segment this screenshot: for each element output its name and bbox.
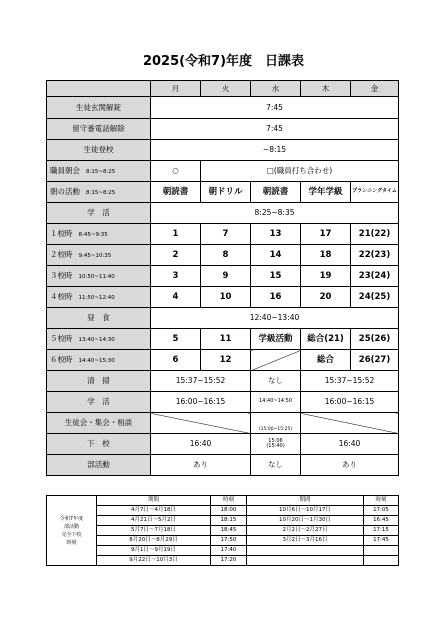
- row-time: 13:40~14:30: [78, 336, 115, 343]
- time-cell: 18:00: [211, 506, 247, 516]
- time-cell: ~8:15: [151, 140, 399, 161]
- wed-cell: (15:00~15:25): [251, 413, 301, 434]
- time-cell: 8:25~8:35: [151, 203, 399, 224]
- time-cell: 17:05: [364, 506, 399, 516]
- club-label: [47, 496, 97, 566]
- row-label-text: ４校時: [50, 291, 73, 301]
- table-row: [47, 455, 399, 476]
- time-cell: 17:50: [211, 536, 247, 546]
- row-label: 生徒登校: [47, 140, 151, 161]
- corner-cell: [47, 81, 151, 97]
- day-header: 金: [351, 81, 399, 97]
- period-cell: 10月6日～10月17日: [247, 506, 364, 516]
- period-row: [47, 224, 399, 245]
- time-cell: 7:45: [151, 97, 399, 119]
- row-label-text: ６校時: [50, 354, 73, 364]
- row-time: 8:15~8:25: [86, 189, 116, 196]
- lesson-cell: 1: [151, 224, 201, 245]
- period-row: [47, 287, 399, 308]
- time-cell: 17:15: [364, 526, 399, 536]
- period-cell: 8月20日～8月29日: [97, 536, 211, 546]
- club-label-line: 令和7年度: [59, 515, 84, 522]
- lesson-cell: 3: [151, 266, 201, 287]
- lesson-cell: 19: [301, 266, 351, 287]
- row-label-text: ２校時: [50, 249, 73, 259]
- wed-cell: 14:40~14:50: [251, 392, 301, 413]
- period-cell: 4月7日～4月18日: [97, 506, 211, 516]
- period-row: [47, 350, 399, 371]
- time-cell: [364, 556, 399, 566]
- lesson-cell: 20: [301, 287, 351, 308]
- row-label: 部活動: [47, 455, 151, 476]
- lesson-cell: 10: [201, 287, 251, 308]
- activity-cell: 朝読書: [251, 182, 301, 203]
- table-row: [47, 119, 399, 140]
- empty-diagonal-cell: [251, 350, 301, 371]
- lesson-cell: 22(23): [351, 245, 399, 266]
- lesson-cell: 総合: [301, 350, 351, 371]
- period-cell: 9月1日～9月19日: [97, 546, 211, 556]
- table-row: [47, 203, 399, 224]
- period-header: 期間: [97, 496, 211, 506]
- club-cell: あり: [301, 455, 399, 476]
- table-row: [47, 97, 399, 119]
- wed-cell: [251, 434, 301, 455]
- row-label-text: １校時: [50, 228, 73, 238]
- time-cell: 17:40: [211, 546, 247, 556]
- lesson-cell: 14: [251, 245, 301, 266]
- row-label: [47, 350, 151, 371]
- row-label: 留守番電話解除: [47, 119, 151, 140]
- row-label: 清 掃: [47, 371, 151, 392]
- time-cell: 18:45: [211, 526, 247, 536]
- time-header: 時刻: [211, 496, 247, 506]
- day-header: 水: [251, 81, 301, 97]
- club-row: [47, 506, 399, 516]
- time-cell: 16:45: [364, 516, 399, 526]
- lesson-cell: 9: [201, 266, 251, 287]
- lesson-cell: 総合(21): [301, 329, 351, 350]
- period-cell: 3月2日～3月16日: [247, 536, 364, 546]
- lesson-cell: 11: [201, 329, 251, 350]
- row-time: 10:50~11:40: [78, 273, 115, 280]
- empty-diagonal-cell: [151, 413, 251, 434]
- row-label: [47, 266, 151, 287]
- row-label: 昼 食: [47, 308, 151, 329]
- row-label-text: ５校時: [50, 333, 73, 343]
- row-label-text: 朝の活動: [50, 186, 80, 196]
- period-row: [47, 266, 399, 287]
- lesson-cell: 26(27): [351, 350, 399, 371]
- lesson-cell: 5: [151, 329, 201, 350]
- lesson-cell: 17: [301, 224, 351, 245]
- club-label-line: 部活動: [63, 523, 79, 530]
- lesson-cell: 学級活動: [251, 329, 301, 350]
- header-row: [47, 81, 399, 97]
- lesson-cell: 16: [251, 287, 301, 308]
- table-row: [47, 413, 399, 434]
- wed-cell: なし: [251, 455, 301, 476]
- table-row: [47, 371, 399, 392]
- row-label: 生徒玄関解錠: [47, 97, 151, 119]
- club-dismissal-table: [46, 495, 399, 566]
- table-row: [47, 434, 399, 455]
- planning-text: プランニングタイム: [352, 188, 397, 195]
- rest-cell: □(職員打ち合わせ): [201, 161, 399, 182]
- lesson-cell: 15: [251, 266, 301, 287]
- period-cell: 2月2日～2月27日: [247, 526, 364, 536]
- period-header: 期間: [247, 496, 364, 506]
- lesson-cell: 8: [201, 245, 251, 266]
- time-cell: 15:37~15:52: [301, 371, 399, 392]
- day-header: 火: [201, 81, 251, 97]
- time-cell: 15:37~15:52: [151, 371, 251, 392]
- row-label: 下 校: [47, 434, 151, 455]
- time-cell: 16:40: [301, 434, 399, 455]
- activity-cell: [351, 182, 399, 203]
- period-row: [47, 245, 399, 266]
- row-label: 学 活: [47, 203, 151, 224]
- row-label: 生徒会・集会・相談: [47, 413, 151, 434]
- row-label-text: ３校時: [50, 270, 73, 280]
- row-label: [47, 245, 151, 266]
- row-time: 9:45~10:35: [78, 252, 112, 259]
- table-row: [47, 182, 399, 203]
- table-row: [47, 308, 399, 329]
- time-cell: [364, 546, 399, 556]
- period-cell: [247, 546, 364, 556]
- day-header: 月: [151, 81, 201, 97]
- lesson-cell: 25(26): [351, 329, 399, 350]
- lesson-cell: 24(25): [351, 287, 399, 308]
- time-cell: 12:40~13:40: [151, 308, 399, 329]
- table-row: [47, 161, 399, 182]
- row-label: [47, 329, 151, 350]
- lesson-cell: 23(24): [351, 266, 399, 287]
- period-cell: 4月21日～5月2日: [97, 516, 211, 526]
- lesson-cell: 18: [301, 245, 351, 266]
- row-label-text: 職員朝会: [50, 165, 80, 175]
- club-label-line: 完全下校: [61, 531, 82, 538]
- club-cell: あり: [151, 455, 251, 476]
- time-cell: 16:00~16:15: [151, 392, 251, 413]
- club-row: [47, 556, 399, 566]
- club-row: [47, 536, 399, 546]
- row-time: 8:15~8:25: [86, 168, 116, 175]
- club-row: [47, 546, 399, 556]
- period-cell: [247, 556, 364, 566]
- time-cell: 16:00~16:15: [301, 392, 399, 413]
- lesson-cell: 7: [201, 224, 251, 245]
- row-label: [47, 182, 151, 203]
- time-header: 時刻: [364, 496, 399, 506]
- time-cell: 18:15: [211, 516, 247, 526]
- row-time: 14:40~15:30: [78, 357, 115, 364]
- day-header: 木: [301, 81, 351, 97]
- period-row: [47, 329, 399, 350]
- period-cell: 10月20日～1月30日: [247, 516, 364, 526]
- row-label: [47, 224, 151, 245]
- row-time: 11:50~12:40: [78, 294, 115, 301]
- period-cell: 9月22日～10月3日: [97, 556, 211, 566]
- time-cell: 17:20: [211, 556, 247, 566]
- table-row: [47, 140, 399, 161]
- lesson-cell: 12: [201, 350, 251, 371]
- row-label: 学 活: [47, 392, 151, 413]
- table-row: [47, 392, 399, 413]
- time-cell: 17:45: [364, 536, 399, 546]
- row-label: [47, 287, 151, 308]
- activity-cell: 朝読書: [151, 182, 201, 203]
- club-row: [47, 526, 399, 536]
- club-header-row: [47, 496, 399, 506]
- club-label-line: 時刻: [66, 539, 77, 546]
- period-cell: 5月7日～7月18日: [97, 526, 211, 536]
- row-label: [47, 161, 151, 182]
- wed-line-1: 15:06: [268, 437, 283, 444]
- club-row: [47, 516, 399, 526]
- time-cell: 16:40: [151, 434, 251, 455]
- lesson-cell: 4: [151, 287, 201, 308]
- lesson-cell: 2: [151, 245, 201, 266]
- wed-cell: なし: [251, 371, 301, 392]
- mon-cell: ○: [151, 161, 201, 182]
- lesson-cell: 6: [151, 350, 201, 371]
- empty-diagonal-cell: [301, 413, 399, 434]
- activity-cell: 学年学級: [301, 182, 351, 203]
- page-title: 2025(令和7)年度 日課表: [142, 54, 305, 69]
- lesson-cell: 13: [251, 224, 301, 245]
- activity-cell: 朝ドリル: [201, 182, 251, 203]
- lesson-cell: 21(22): [351, 224, 399, 245]
- wed-line-2: (15:40): [266, 443, 285, 449]
- daily-schedule-table: [46, 80, 399, 476]
- row-time: 8:45~9:35: [78, 231, 108, 238]
- time-cell: 7:45: [151, 119, 399, 140]
